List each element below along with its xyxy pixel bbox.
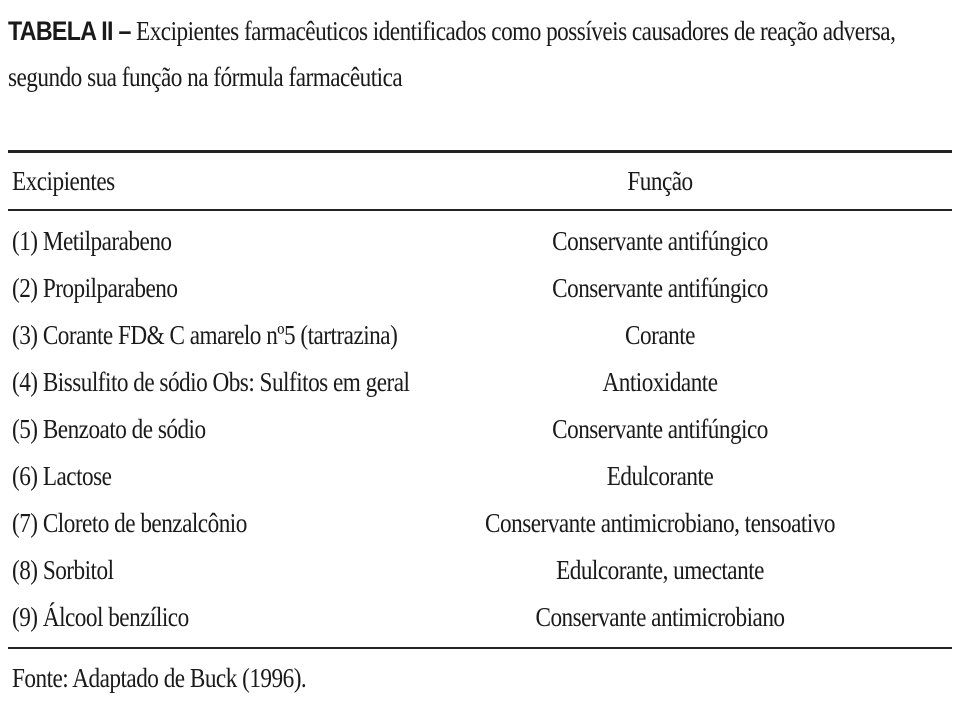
table-header-row <box>8 157 952 205</box>
funcao-cell: Conservante antifúngico <box>552 226 768 256</box>
table-caption-text: Excipientes farmacêuticos identificados como possíveis causadores de reação adversa, segundo sua função na fórmula farmacêutica <box>8 16 896 92</box>
table-caption <box>8 8 952 100</box>
excipiente-cell: (3) Corante FD& C amarelo nº5 (tartrazina) <box>12 320 398 350</box>
table-caption-label: TABELA II – <box>8 16 131 46</box>
funcao-cell: Edulcorante <box>606 461 714 491</box>
table-row <box>8 500 952 547</box>
excipiente-cell: (5) Benzoato de sódio <box>12 414 206 444</box>
excipiente-cell: (1) Metilparabeno <box>12 226 172 256</box>
funcao-cell: Corante <box>625 320 695 350</box>
table-row <box>8 406 952 453</box>
header-funcao: Função <box>627 166 693 196</box>
excipiente-cell: (8) Sorbitol <box>12 555 114 585</box>
table-top-rule <box>8 150 952 153</box>
header-excipientes: Excipientes <box>12 166 115 196</box>
funcao-cell: Edulcorante, umectante <box>556 555 764 585</box>
table-source: Fonte: Adaptado de Buck (1996). <box>12 663 307 693</box>
funcao-cell: Conservante antimicrobiano <box>535 602 785 632</box>
excipiente-cell: (2) Propilparabeno <box>12 273 178 303</box>
table-bottom-rule <box>8 647 952 649</box>
table-row <box>8 312 952 359</box>
excipiente-cell: (6) Lactose <box>12 461 112 491</box>
funcao-cell: Conservante antifúngico <box>552 414 768 444</box>
excipiente-cell: (7) Cloreto de benzalcônio <box>12 508 247 538</box>
table-row <box>8 453 952 500</box>
table-row <box>8 218 952 265</box>
table-row <box>8 359 952 406</box>
funcao-cell: Conservante antimicrobiano, tensoativo <box>485 508 835 538</box>
excipiente-cell: (4) Bissulfito de sódio Obs: Sulfitos em geral <box>12 367 410 397</box>
excipiente-cell: (9) Álcool benzílico <box>12 602 189 632</box>
table-row <box>8 265 952 312</box>
table-row <box>8 547 952 594</box>
table-row <box>8 594 952 641</box>
table-header-rule <box>8 209 952 211</box>
funcao-cell: Conservante antifúngico <box>552 273 768 303</box>
funcao-cell: Antioxidante <box>602 367 718 397</box>
